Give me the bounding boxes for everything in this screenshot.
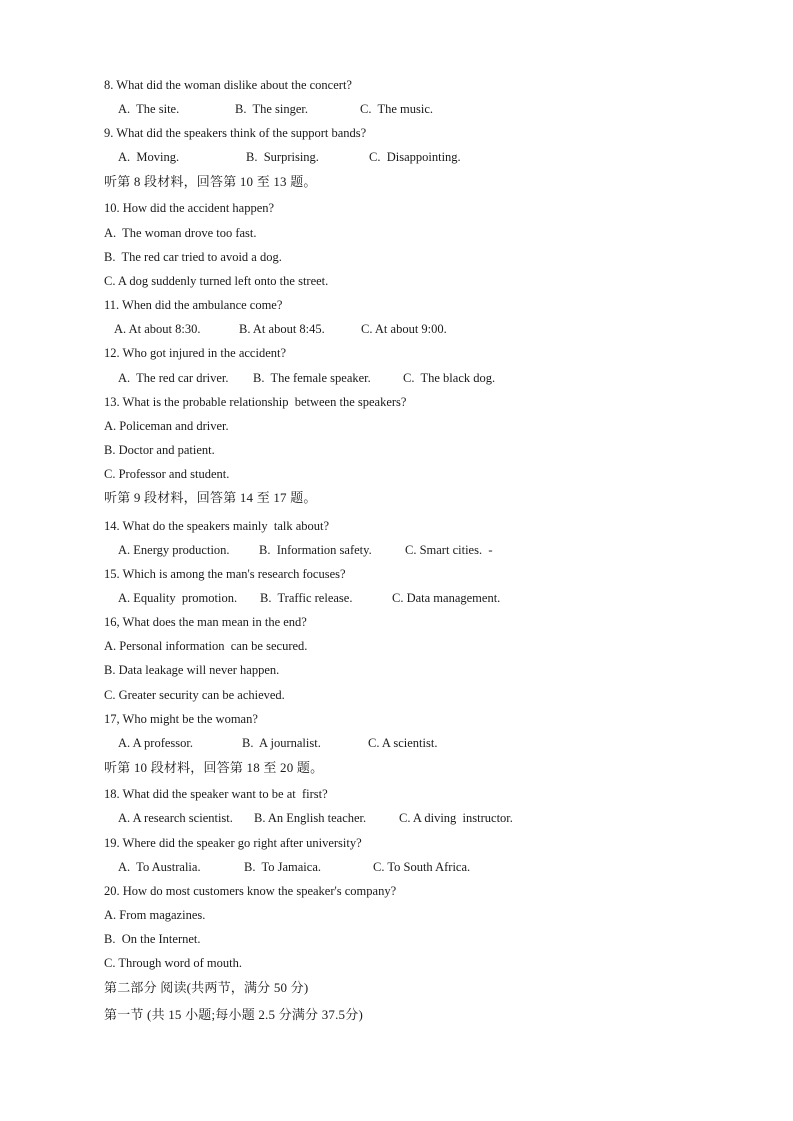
q17-option-b: B. A journalist. bbox=[242, 736, 321, 750]
q15-option-a: A. Equality promotion. bbox=[118, 591, 238, 605]
q8-option-b: B. The singer. bbox=[235, 102, 309, 116]
q19-option-b: B. To Jamaica. bbox=[244, 860, 322, 874]
q14-option-c: C. Smart cities. - bbox=[405, 543, 493, 557]
q15-option-c: C. Data management. bbox=[392, 591, 501, 605]
q17-option-a: A. A professor. bbox=[118, 736, 193, 750]
q10-option-c: C. A dog suddenly turned left onto the street. bbox=[104, 274, 329, 288]
q9-option-b: B. Surprising. bbox=[246, 150, 319, 164]
q20-option-b: B. On the Internet. bbox=[104, 932, 201, 946]
q16-option-a: A. Personal information can be secured. bbox=[104, 639, 308, 653]
q8-option-c: C. The music. bbox=[360, 102, 434, 116]
q13-option-c: C. Professor and student. bbox=[104, 467, 230, 481]
part-two-heading: 第二部分 阅读(共两节，满分 50 分) bbox=[104, 980, 309, 995]
q11-option-a: A. At about 8:30. bbox=[114, 322, 201, 336]
question-14: 14. What do the speakers mainly talk about? bbox=[104, 519, 330, 533]
question-13: 13. What is the probable relationship between the speakers? bbox=[104, 395, 407, 409]
q18-option-b: B. An English teacher. bbox=[254, 811, 367, 825]
q8-option-a: A. The site. bbox=[118, 102, 180, 116]
question-9: 9. What did the speakers think of the support bands? bbox=[104, 126, 367, 140]
question-12: 12. Who got injured in the accident? bbox=[104, 346, 287, 360]
section-one-heading: 第一节 (共 15 小题;每小题 2.5 分满分 37.5分) bbox=[104, 1007, 363, 1022]
q14-option-a: A. Energy production. bbox=[118, 543, 230, 557]
q9-option-a: A. Moving. bbox=[118, 150, 180, 164]
q13-option-a: A. Policeman and driver. bbox=[104, 419, 229, 433]
q14-option-b: B. Information safety. bbox=[259, 543, 372, 557]
q10-option-b: B. The red car tried to avoid a dog. bbox=[104, 250, 282, 264]
q16-option-b: B. Data leakage will never happen. bbox=[104, 663, 280, 677]
question-19: 19. Where did the speaker go right after university? bbox=[104, 836, 362, 850]
q9-option-c: C. Disappointing. bbox=[369, 150, 461, 164]
q15-option-b: B. Traffic release. bbox=[260, 591, 353, 605]
q20-option-a: A. From magazines. bbox=[104, 908, 206, 922]
question-17: 17, Who might be the woman? bbox=[104, 712, 258, 726]
question-16: 16, What does the man mean in the end? bbox=[104, 615, 307, 629]
section-heading-9: 听第 9 段材料，回答第 14 至 17 题。 bbox=[104, 490, 317, 505]
q20-option-c: C. Through word of mouth. bbox=[104, 956, 242, 970]
q19-option-a: A. To Australia. bbox=[118, 860, 201, 874]
question-18: 18. What did the speaker want to be at first? bbox=[104, 787, 328, 801]
q10-option-a: A. The woman drove too fast. bbox=[104, 226, 257, 240]
q17-option-c: C. A scientist. bbox=[368, 736, 438, 750]
question-20: 20. How do most customers know the speaker's company? bbox=[104, 884, 397, 898]
q11-option-c: C. At about 9:00. bbox=[361, 322, 447, 336]
q13-option-b: B. Doctor and patient. bbox=[104, 443, 215, 457]
question-8: 8. What did the woman dislike about the concert? bbox=[104, 78, 352, 92]
q12-option-c: C. The black dog. bbox=[403, 371, 496, 385]
q16-option-c: C. Greater security can be achieved. bbox=[104, 688, 285, 702]
q18-option-a: A. A research scientist. bbox=[118, 811, 233, 825]
q19-option-c: C. To South Africa. bbox=[373, 860, 471, 874]
question-11: 11. When did the ambulance come? bbox=[104, 298, 283, 312]
question-10: 10. How did the accident happen? bbox=[104, 201, 275, 215]
question-15: 15. Which is among the man's research focuses? bbox=[104, 567, 346, 581]
q18-option-c: C. A diving instructor. bbox=[399, 811, 513, 825]
section-heading-8: 听第 8 段材料，回答第 10 至 13 题。 bbox=[104, 174, 317, 189]
q12-option-b: B. The female speaker. bbox=[253, 371, 371, 385]
q12-option-a: A. The red car driver. bbox=[118, 371, 229, 385]
section-heading-10: 听第 10 段材料，回答第 18 至 20 题。 bbox=[104, 760, 324, 775]
q11-option-b: B. At about 8:45. bbox=[239, 322, 325, 336]
